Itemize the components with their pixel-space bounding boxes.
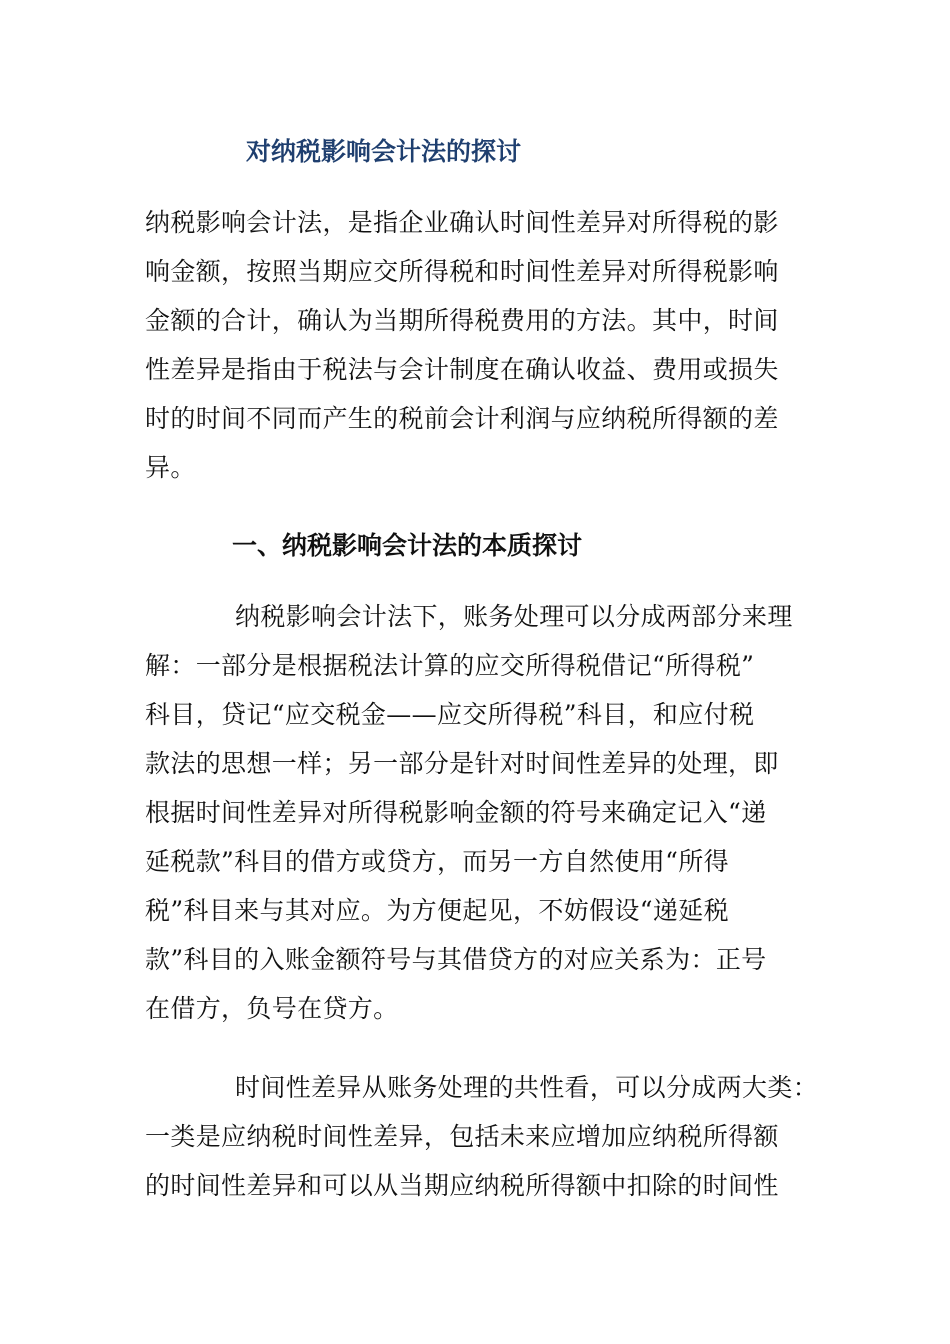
paragraph-line: 解：一部分是根据税法计算的应交所得税借记“所得税” [145, 651, 755, 680]
intro-line: 时的时间不同而产生的税前会计利润与应纳税所得额的差 [145, 404, 779, 433]
intro-line: 金额的合计，确认为当期所得税费用的方法。其中，时间 [145, 306, 779, 335]
intro-line: 异。 [145, 453, 196, 482]
section-paragraph-2 [145, 1063, 825, 1210]
paragraph-line: 的时间性差异和可以从当期应纳税所得额中扣除的时间性 [145, 1171, 779, 1200]
intro-line: 响金额，按照当期应交所得税和时间性差异对所得税影响 [145, 257, 779, 286]
section-paragraph-1 [145, 592, 825, 1033]
paragraph-line: 款”科目的入账金额符号与其借贷方的对应关系为：正号 [145, 945, 767, 974]
paragraph-line: 纳税影响会计法下，账务处理可以分成两部分来理 [235, 602, 793, 631]
intro-line: 性差异是指由于税法与会计制度在确认收益、费用或损失 [145, 355, 779, 384]
paragraph-line: 款法的思想一样；另一部分是针对时间性差异的处理，即 [145, 749, 779, 778]
paragraph-line: 税”科目来与其对应。为方便起见，不妨假设“递延税 [145, 896, 729, 925]
intro-line: 纳税影响会计法，是指企业确认时间性差异对所得税的影 [145, 208, 779, 237]
paragraph-line: 时间性差异从账务处理的共性看，可以分成两大类： [235, 1073, 819, 1102]
paragraph-line: 一类是应纳税时间性差异，包括未来应增加应纳税所得额 [145, 1122, 779, 1151]
section-heading: 一、纳税影响会计法的本质探讨 [232, 531, 583, 560]
paragraph-line: 科目，贷记“应交税金——应交所得税”科目，和应付税 [145, 700, 755, 729]
paragraph-line: 根据时间性差异对所得税影响金额的符号来确定记入“递 [145, 798, 767, 827]
paragraph-line: 在借方，负号在贷方。 [145, 994, 399, 1023]
document-title: 对纳税影响会计法的探讨 [246, 137, 522, 166]
paragraph-line: 延税款”科目的借方或贷方，而另一方自然使用“所得 [145, 847, 729, 876]
intro-paragraph [145, 198, 825, 492]
